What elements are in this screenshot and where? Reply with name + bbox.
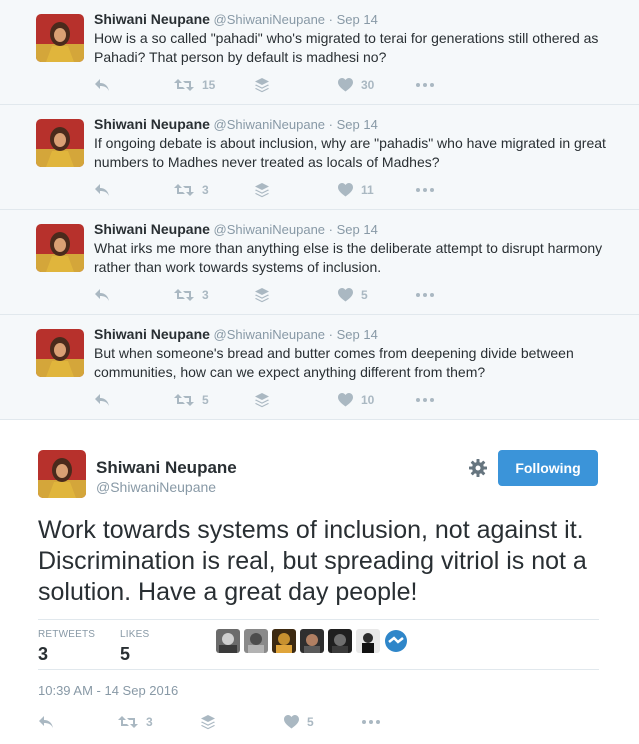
tweet-text: How is a so called "pahadi" who's migrated to terai for generations still othered as Pahadi? That person by default is madhesi no?: [94, 30, 599, 65]
retweet-button[interactable]: [174, 75, 215, 95]
retweet-count: 3: [202, 183, 209, 197]
reply-button[interactable]: [94, 75, 110, 95]
liker-avatar[interactable]: [328, 629, 352, 653]
tweet-text: Work towards systems of inclusion, not against it. Discrimination is real, but spreading vitriol is not a solution. Have a great day people!: [38, 516, 587, 606]
like-count: 30: [361, 78, 375, 92]
author-handle[interactable]: @ShiwaniNeupane: [213, 12, 326, 27]
tweet-stats: [38, 619, 599, 670]
tweet-date[interactable]: Sep 14: [336, 327, 378, 342]
likes-label: LIKES: [120, 629, 150, 640]
author-name[interactable]: Shiwani Neupane: [94, 221, 210, 237]
reply-button[interactable]: [38, 712, 54, 732]
retweet-icon: [174, 183, 194, 197]
separator: ·: [328, 327, 334, 342]
tweet-header: [94, 221, 378, 237]
author-name[interactable]: Shiwani Neupane: [94, 116, 210, 132]
liker-avatar[interactable]: [356, 629, 380, 653]
separator: ·: [328, 222, 334, 237]
stack-button[interactable]: [254, 180, 270, 200]
more-icon: [416, 188, 434, 192]
more-icon: [416, 293, 434, 297]
like-count: 5: [307, 715, 314, 729]
tweet-actions: [94, 180, 454, 200]
liker-avatar[interactable]: [272, 629, 296, 653]
more-icon: [416, 398, 434, 402]
stack-button[interactable]: [254, 75, 270, 95]
reply-icon: [94, 288, 110, 302]
like-button[interactable]: [338, 285, 368, 305]
heart-icon: [284, 715, 299, 729]
like-count: 11: [361, 183, 374, 197]
retweet-count: 15: [202, 78, 216, 92]
like-button[interactable]: [338, 75, 374, 95]
heart-icon: [338, 183, 353, 197]
retweet-count: 5: [202, 393, 209, 407]
avatar[interactable]: [36, 119, 84, 167]
separator: ·: [328, 12, 334, 27]
tweet-actions: [38, 712, 398, 732]
stack-button[interactable]: [254, 390, 270, 410]
heart-icon: [338, 393, 353, 407]
tweet-text: What irks me more than anything else is the deliberate attempt to disrupt harmony rather than work towards systems of inclusion.: [94, 240, 603, 275]
tweet-actions: [94, 390, 454, 410]
stack-icon: [254, 77, 270, 93]
retweet-button[interactable]: [174, 285, 209, 305]
more-icon: [416, 83, 434, 87]
avatar[interactable]: [36, 224, 84, 272]
heart-icon: [338, 78, 353, 92]
avatar[interactable]: [36, 14, 84, 62]
author-handle[interactable]: @ShiwaniNeupane: [213, 327, 326, 342]
author-name[interactable]: Shiwani Neupane: [94, 11, 210, 27]
reply-tweet[interactable]: [0, 105, 639, 210]
stack-button[interactable]: [254, 285, 270, 305]
liker-avatar[interactable]: [216, 629, 240, 653]
retweet-button[interactable]: [118, 712, 153, 732]
like-button[interactable]: [284, 712, 314, 732]
author-handle[interactable]: @ShiwaniNeupane: [213, 117, 326, 132]
tweet-actions: [94, 75, 454, 95]
heart-icon: [338, 288, 353, 302]
stack-icon: [254, 287, 270, 303]
retweets-label: RETWEETS: [38, 629, 96, 640]
like-button[interactable]: [338, 180, 374, 200]
tweet-date[interactable]: Sep 14: [336, 117, 378, 132]
tweet-header: [94, 11, 378, 27]
more-icon: [362, 720, 380, 724]
tweet-timestamp[interactable]: 10:39 AM - 14 Sep 2016: [38, 683, 179, 698]
avatar[interactable]: [36, 329, 84, 377]
like-button[interactable]: [338, 390, 374, 410]
main-tweet: [0, 425, 639, 744]
avatar[interactable]: [38, 450, 86, 498]
reply-icon: [38, 715, 54, 729]
like-count: 10: [361, 393, 375, 407]
retweet-icon: [174, 78, 194, 92]
retweet-icon: [174, 393, 194, 407]
retweet-count: 3: [146, 715, 153, 729]
reply-tweet[interactable]: [0, 315, 639, 420]
retweet-button[interactable]: [174, 390, 209, 410]
reply-button[interactable]: [94, 390, 110, 410]
tweet-text: If ongoing debate is about inclusion, why are "pahadis" who have migrated in great numbers to Madhes never treated as locals of Madhes?: [94, 135, 606, 170]
retweet-button[interactable]: [174, 180, 209, 200]
liker-avatar[interactable]: [300, 629, 324, 653]
author-handle[interactable]: @ShiwaniNeupane: [213, 222, 326, 237]
retweets-stat[interactable]: [38, 629, 95, 665]
stack-icon: [254, 392, 270, 408]
settings-button[interactable]: [468, 458, 488, 478]
retweet-count: 3: [202, 288, 209, 302]
tweet-header: [94, 326, 378, 342]
author-handle[interactable]: @ShiwaniNeupane: [96, 479, 217, 495]
more-button[interactable]: [416, 390, 434, 410]
liker-avatar[interactable]: [384, 629, 408, 653]
likes-stat[interactable]: [120, 629, 149, 665]
reply-tweet[interactable]: [0, 210, 639, 315]
tweet-header: [94, 116, 378, 132]
retweet-icon: [118, 715, 138, 729]
author-name[interactable]: Shiwani Neupane: [96, 458, 237, 477]
more-button[interactable]: [416, 285, 434, 305]
tweet-text: But when someone's bread and butter comes from deepening divide between communities, how can we expect anything different from them?: [94, 345, 574, 380]
like-count: 5: [361, 288, 368, 302]
following-button[interactable]: Following: [498, 450, 598, 486]
liker-avatar[interactable]: [244, 629, 268, 653]
author-name[interactable]: Shiwani Neupane: [94, 326, 210, 342]
liker-avatars: [216, 629, 408, 653]
more-button[interactable]: [416, 180, 434, 200]
tweet-date[interactable]: Sep 14: [336, 222, 378, 237]
more-button[interactable]: [362, 712, 380, 732]
reply-button[interactable]: [94, 180, 110, 200]
retweet-icon: [174, 288, 194, 302]
reply-icon: [94, 183, 110, 197]
reply-icon: [94, 393, 110, 407]
stack-icon: [200, 714, 216, 730]
likes-value: 5: [120, 644, 131, 664]
gear-icon: [468, 458, 488, 478]
stack-button[interactable]: [200, 712, 216, 732]
stack-icon: [254, 182, 270, 198]
tweet-actions: [94, 285, 454, 305]
tweet-date[interactable]: Sep 14: [336, 12, 378, 27]
separator: ·: [328, 117, 334, 132]
more-button[interactable]: [416, 75, 434, 95]
reply-tweet[interactable]: [0, 0, 639, 105]
reply-button[interactable]: [94, 285, 110, 305]
retweets-value: 3: [38, 644, 49, 664]
reply-icon: [94, 78, 110, 92]
